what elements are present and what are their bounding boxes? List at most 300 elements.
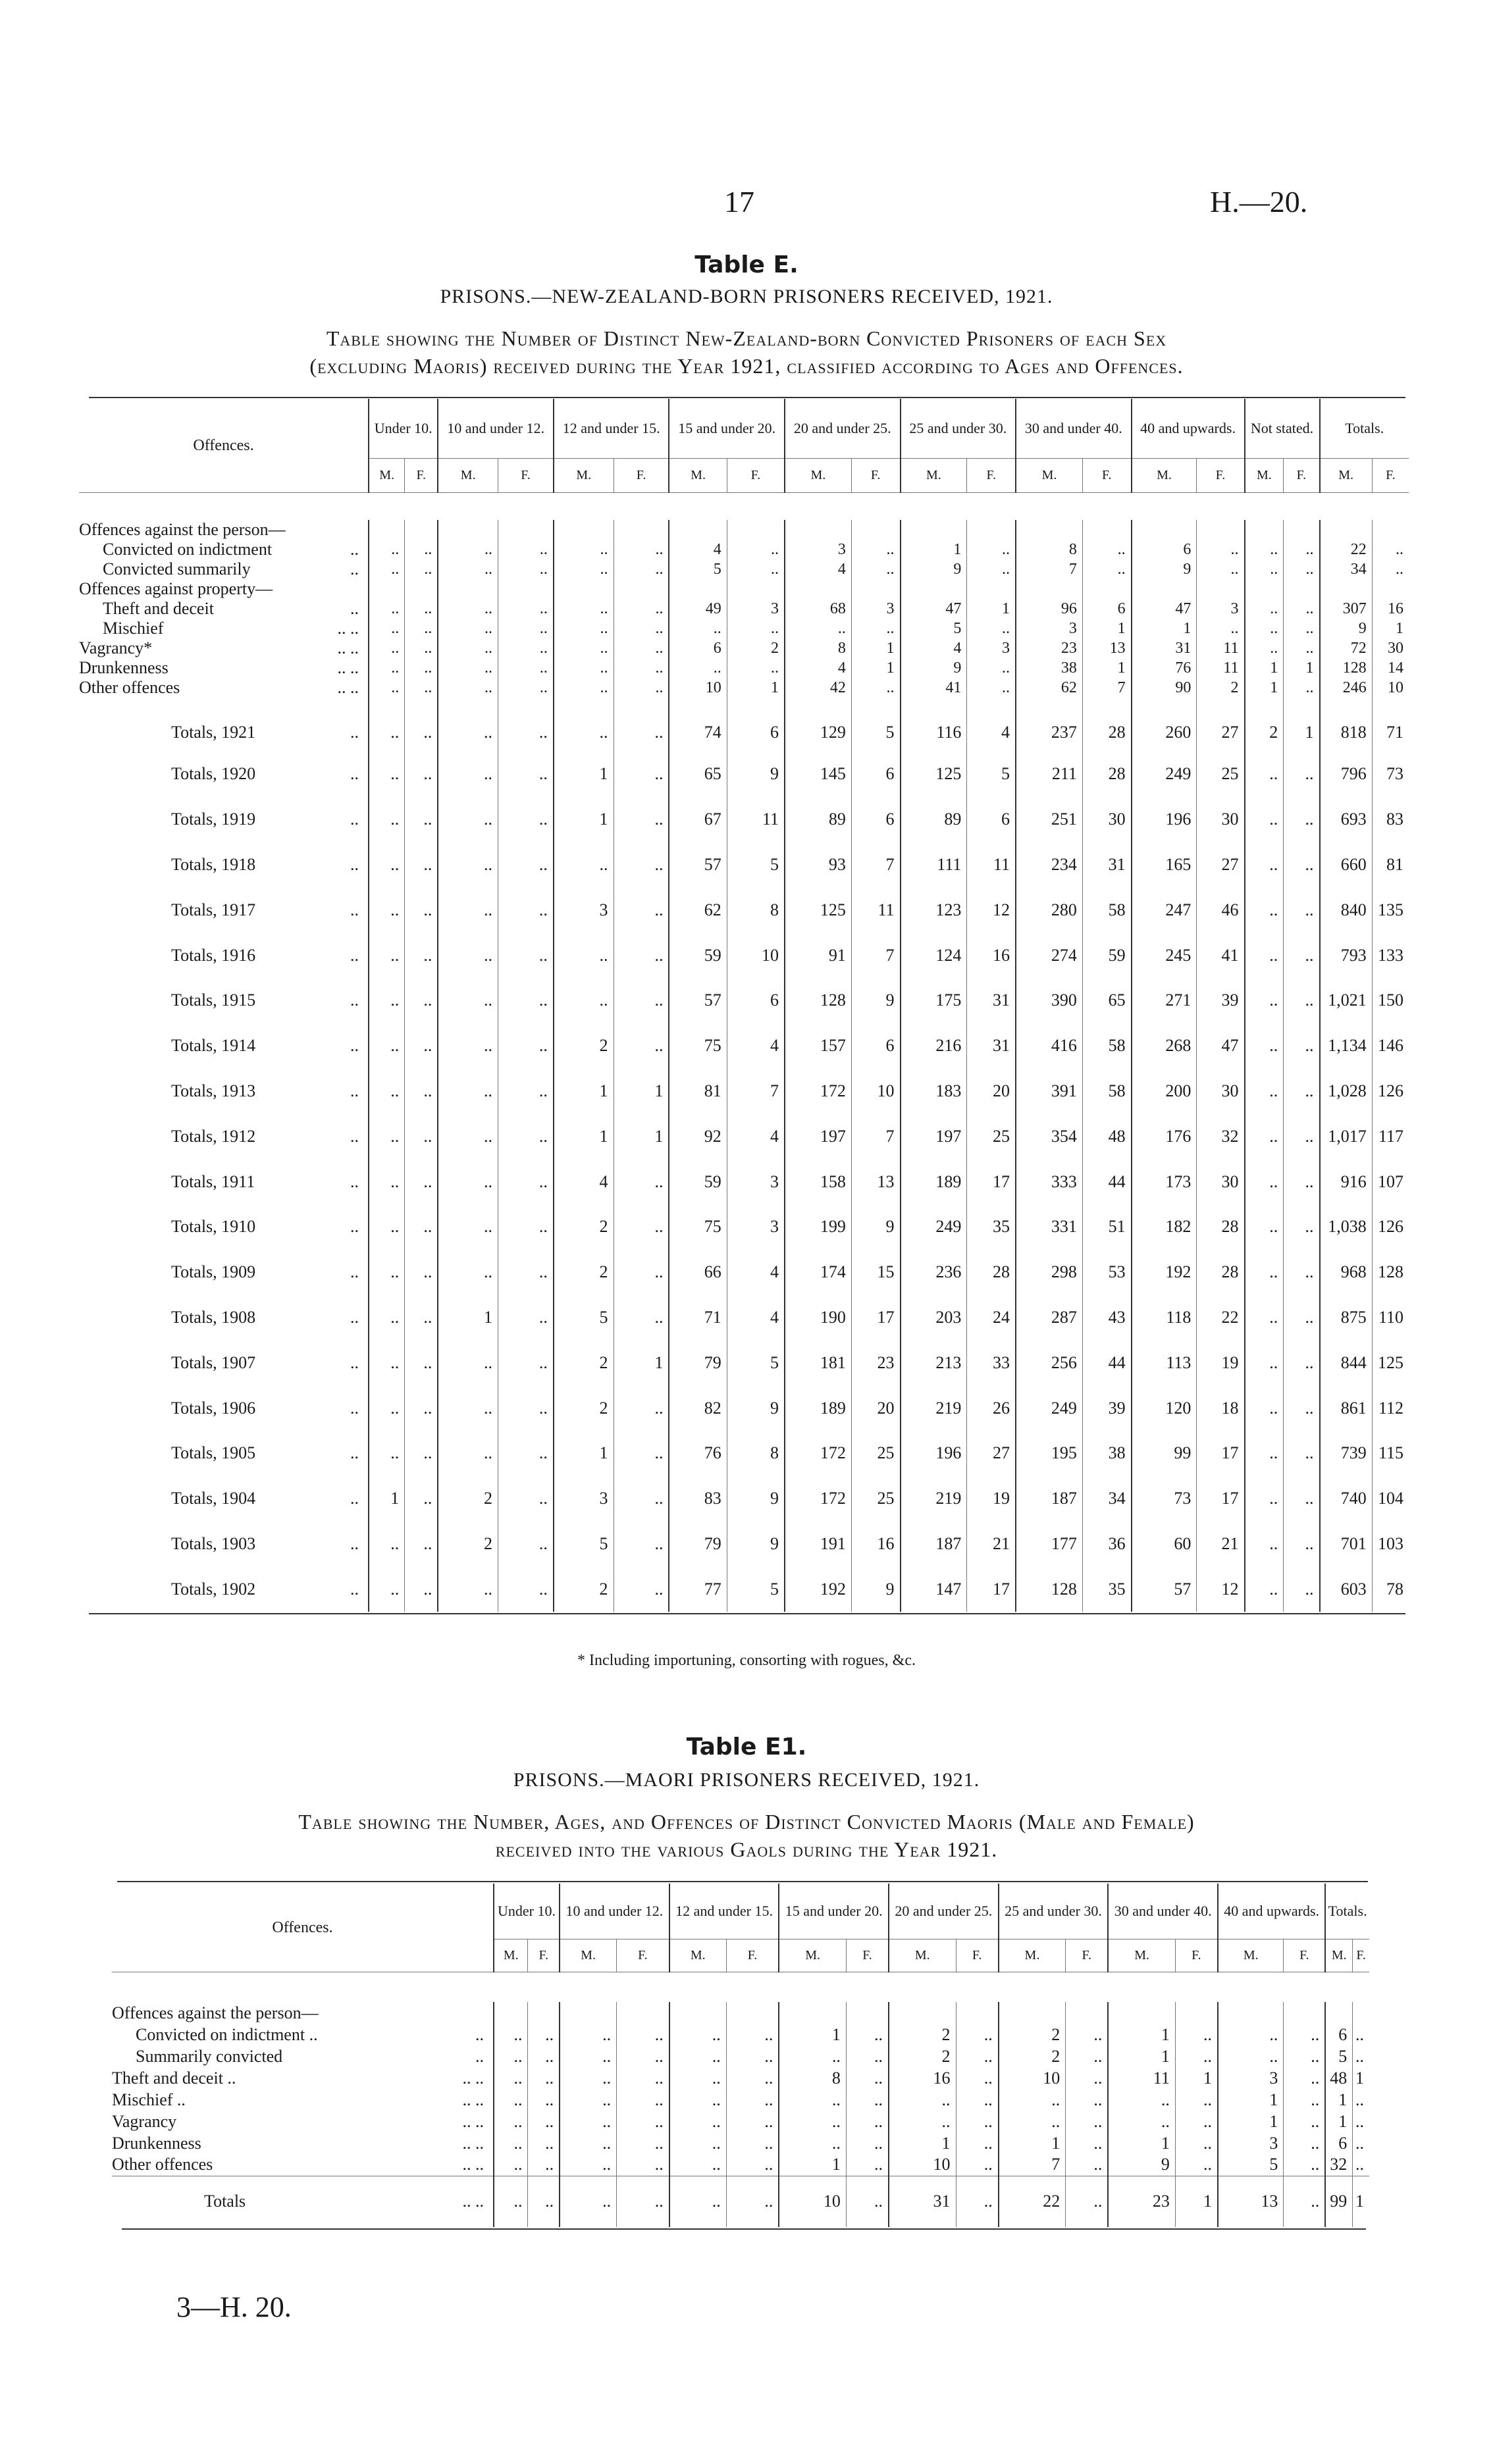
table-cell: 4 [785,658,851,678]
table-cell: 6 [851,752,900,797]
table-cell: 1 [554,1069,614,1114]
table-cell: .. [846,2132,889,2154]
table-cell: 128 [1372,1250,1409,1295]
table-cell: .. [1284,842,1320,888]
tableE1-male-header: M. [669,1939,727,1972]
table-cell: 89 [785,797,851,842]
table-cell: .. [614,698,669,752]
table-cell: 693 [1320,797,1373,842]
table-cell: 6 [1325,2024,1353,2045]
table-cell: 1 [967,599,1016,619]
table-cell: .. [1245,1069,1284,1114]
table-cell: 333 [1016,1159,1082,1204]
totals-year-row-label [79,1204,369,1250]
table-cell: 20 [967,1069,1016,1114]
totals-year-row [79,1114,1409,1159]
table-cell: 91 [785,933,851,978]
table-cell: 41 [901,678,967,698]
table-cell: 22 [999,2176,1066,2227]
row-label-text: Theft and deceit [103,599,214,618]
offence-row-label [79,599,369,619]
table-cell: .. [498,1023,554,1069]
table-cell: 3 [1016,619,1082,638]
table-cell: 93 [785,842,851,888]
table-cell: .. [405,1114,438,1159]
row-label-text: Totals, 1921 [171,723,256,742]
table-cell: 740 [1320,1476,1373,1522]
table-cell: 31 [1082,842,1131,888]
table-cell [779,2002,846,2024]
table-cell: 9 [901,658,967,678]
table-cell: .. [438,678,498,698]
table-cell: .. [846,2067,889,2089]
table-cell: 48 [1082,1114,1131,1159]
totals-year-row [79,887,1409,933]
table-cell: .. [669,2176,727,2227]
row-label-text: Totals, 1906 [171,1398,256,1418]
table-cell: .. [617,2132,669,2154]
table-cell: 192 [785,1566,851,1612]
table-cell [1132,579,1197,599]
table-cell: .. [614,1295,669,1341]
offence-row [79,599,1409,619]
table-cell: .. [967,559,1016,579]
table-cell: .. [438,658,498,678]
table-cell: 191 [785,1522,851,1567]
offence-row-label [112,2067,494,2089]
table-cell: .. [498,599,554,619]
table-cell: 7 [851,933,900,978]
row-label-text: Mischief .. [112,2090,186,2109]
table-cell: 844 [1320,1340,1373,1385]
table-cell: 62 [669,887,727,933]
table-cell: 104 [1372,1476,1409,1522]
leader-dots: .. [350,723,359,742]
table-cell: 6 [1325,2132,1353,2154]
table-cell: 2 [1245,698,1284,752]
tableE1-female-header: F. [1175,1939,1218,1972]
table-cell: .. [369,887,405,933]
leader-dots: .. .. [337,678,359,697]
table-cell: .. [1284,1385,1320,1431]
tableE-female-header: F. [614,458,669,492]
table-cell: .. [369,559,405,579]
table-cell: 1 [554,752,614,797]
table-cell: .. [1218,2024,1284,2045]
table-cell [1245,520,1284,540]
table-cell: .. [498,619,554,638]
table-cell: 1 [1108,2024,1175,2045]
tableE1-female-header: F. [726,1939,779,1972]
offence-row-label [79,579,369,599]
table-cell: 59 [669,933,727,978]
table-cell: 1 [851,658,900,678]
table-cell: 391 [1016,1069,1082,1114]
totals-year-row-label [79,1295,369,1341]
table-cell: .. [1175,2024,1218,2045]
table-cell: 2 [438,1476,498,1522]
table-cell: .. [1353,2111,1369,2132]
table-cell: .. [405,559,438,579]
table-cell: 6 [727,978,785,1023]
table-cell: 57 [669,978,727,1023]
table-cell: 3 [727,599,785,619]
offence-row-label [79,678,369,698]
table-cell: 8 [1016,540,1082,559]
table-cell: .. [494,2154,528,2176]
table-cell: 10 [999,2067,1066,2089]
table-cell: 660 [1320,842,1373,888]
table-cell: .. [1284,2154,1325,2176]
table-cell [1066,2002,1109,2024]
totals-year-row [79,1431,1409,1476]
tableE1-age-group-header: Totals. [1325,1884,1369,1939]
table-cell: .. [554,933,614,978]
table-cell: 1 [614,1069,669,1114]
table-cell: 10 [1372,678,1409,698]
table-cell: 5 [669,559,727,579]
row-label-text: Totals, 1920 [171,764,256,784]
table-cell: 249 [1016,1385,1082,1431]
table-cell: 3 [1197,599,1245,619]
table-cell: 128 [785,978,851,1023]
offence-row-label [79,520,369,540]
table-cell: .. [498,1340,554,1385]
table-cell: .. [438,1250,498,1295]
table-cell: .. [528,2154,560,2176]
table-cell: 22 [1197,1295,1245,1341]
table-cell: 6 [669,638,727,658]
table-cell: 196 [901,1431,967,1476]
table-cell: .. [846,2089,889,2111]
table-cell: .. [846,2176,889,2227]
table-cell: 71 [1372,698,1409,752]
table-cell: .. [1284,559,1320,579]
table-cell: .. [405,978,438,1023]
table-cell: 28 [967,1250,1016,1295]
table-cell: .. [1245,887,1284,933]
table-cell: 35 [1082,1566,1131,1612]
table-cell: .. [1245,933,1284,978]
totals-year-row-label [79,933,369,978]
table-e1-bottom-rule [122,2228,1366,2230]
table-cell: 1 [1245,658,1284,678]
table-cell: 21 [967,1522,1016,1567]
tableE-male-header: M. [554,458,614,492]
table-cell: .. [846,2154,889,2176]
table-cell: 27 [967,1431,1016,1476]
table-cell: .. [498,752,554,797]
row-label-text: Other offences [112,2155,213,2174]
tableE-group-header-row [79,399,1409,458]
table-cell: 123 [901,887,967,933]
offence-row-label [112,2024,494,2045]
totals-year-row-label [79,1385,369,1431]
table-cell: 256 [1016,1340,1082,1385]
table-cell: .. [498,638,554,658]
table-cell: .. [1284,599,1320,619]
leader-dots: .. [350,1081,359,1100]
table-cell [956,2002,999,2024]
table-cell: 31 [889,2176,956,2227]
table-cell: .. [1245,1476,1284,1522]
totals-year-row [79,978,1409,1023]
table-cell: .. [369,797,405,842]
table-cell: .. [498,1250,554,1295]
tableE1-male-header: M. [779,1939,846,1972]
tableE1-age-group-header: 25 and under 30. [999,1884,1109,1939]
table-cell: 1,134 [1320,1023,1373,1069]
table-cell: .. [528,2024,560,2045]
row-label-text: Drunkenness [79,658,169,677]
table-cell: .. [851,559,900,579]
table-cell: 1 [1108,2132,1175,2154]
totals-year-row [79,1476,1409,1522]
offence-row-label [79,619,369,638]
table-cell: .. [494,2067,528,2089]
table-cell: 2 [554,1250,614,1295]
table-cell: .. [554,619,614,638]
totals-year-row [79,1204,1409,1250]
table-cell: 5 [727,1340,785,1385]
table-cell: 271 [1132,978,1197,1023]
table-cell [1320,579,1373,599]
table-cell: 1 [1175,2176,1218,2227]
table-cell: 8 [785,638,851,658]
table-cell: 35 [967,1204,1016,1250]
table-cell: 2 [554,1340,614,1385]
table-cell: .. [369,638,405,658]
table-cell: .. [560,2024,617,2045]
table-cell: .. [726,2154,779,2176]
table-cell: 8 [727,1431,785,1476]
table-cell: 1 [851,638,900,658]
table-cell [1016,520,1082,540]
row-label-text: Totals, 1907 [171,1352,256,1372]
table-cell: .. [438,933,498,978]
table-cell: .. [438,1385,498,1431]
table-e1-caption-line2: received into the various Gaols during the Year 1921. [495,1837,998,1861]
table-cell: 31 [967,1023,1016,1069]
table-cell: .. [727,619,785,638]
table-cell: 4 [727,1114,785,1159]
table-cell: 9 [727,1522,785,1567]
table-cell: 65 [669,752,727,797]
table-cell: .. [405,842,438,888]
leader-dots: .. [350,559,359,578]
table-cell: 4 [669,540,727,559]
table-cell: .. [405,1295,438,1341]
row-label-text: Totals, 1910 [171,1217,256,1237]
table-cell: 145 [785,752,851,797]
table-cell: .. [369,842,405,888]
totals-year-row [79,752,1409,797]
table-cell [846,2002,889,2024]
table-cell: 1 [901,540,967,559]
page-number: 17 [724,185,754,218]
table-cell: 200 [1132,1069,1197,1114]
table-cell: .. [999,2089,1066,2111]
table-cell: .. [1197,559,1245,579]
table-cell: 10 [727,933,785,978]
table-cell: 112 [1372,1385,1409,1431]
table-cell: 268 [1132,1023,1197,1069]
table-cell [405,520,438,540]
table-cell: .. [438,1431,498,1476]
table-cell: .. [1284,2132,1325,2154]
tableE1-age-group-header: 15 and under 20. [779,1884,889,1939]
table-cell: 181 [785,1340,851,1385]
table-cell [494,2002,528,2024]
table-cell: .. [1284,1431,1320,1476]
table-cell: .. [1284,2024,1325,2045]
table-cell: .. [669,2132,727,2154]
leader-dots: .. [350,990,359,1010]
table-cell: .. [494,2045,528,2067]
table-cell: 116 [901,698,967,752]
table-cell: .. [438,1566,498,1612]
table-cell: 118 [1132,1295,1197,1341]
table-cell: 197 [901,1114,967,1159]
table-cell: .. [369,698,405,752]
table-cell: .. [528,2176,560,2227]
table-cell: .. [617,2024,669,2045]
tableE-age-group-header: Not stated. [1245,399,1320,458]
row-label-text: Vagrancy [112,2111,177,2131]
table-cell: .. [405,619,438,638]
table-cell: 96 [1016,599,1082,619]
offence-row [79,638,1409,658]
table-cell: 38 [1082,1431,1131,1476]
table-cell: .. [494,2024,528,2045]
tableE-male-header: M. [901,458,967,492]
table-cell: .. [498,678,554,698]
table-cell: .. [614,678,669,698]
table-cell: 28 [1082,698,1131,752]
row-label-text: Totals, 1912 [171,1126,256,1146]
spacer-row [79,492,1409,520]
table-cell: .. [726,2024,779,2045]
table-cell: .. [726,2111,779,2132]
table-cell: 128 [1016,1566,1082,1612]
table-cell: .. [1245,1204,1284,1250]
table-cell: 9 [1132,559,1197,579]
tableE-offences-header: Offences. [193,436,254,454]
table-cell [999,2002,1066,2024]
table-cell: 1 [1325,2111,1353,2132]
totals-year-row [79,1023,1409,1069]
table-cell: .. [1284,2067,1325,2089]
table-cell: 32 [1197,1114,1245,1159]
leader-dots: .. [350,1352,359,1372]
table-cell: .. [560,2154,617,2176]
table-cell: .. [1197,619,1245,638]
table-cell: 16 [889,2067,956,2089]
totals-year-row [79,1159,1409,1204]
tableE1-offences-header: Offences. [272,1918,333,1936]
table-cell [669,579,727,599]
offence-row-label [112,2111,494,2132]
table-cell: .. [554,658,614,678]
row-label-text: Theft and deceit .. [112,2068,236,2088]
table-cell: 6 [967,797,1016,842]
table-cell: .. [1245,619,1284,638]
table-cell: 5 [554,1295,614,1341]
table-cell: 27 [1197,698,1245,752]
table-cell: .. [405,678,438,698]
table-cell: 9 [727,1476,785,1522]
table-cell: .. [727,559,785,579]
table-cell: 249 [1132,752,1197,797]
table-cell: .. [405,933,438,978]
tableE-male-header: M. [785,458,851,492]
table-cell: 74 [669,698,727,752]
offence-row-label [79,658,369,678]
table-cell: .. [1108,2089,1175,2111]
totals-year-row-label [79,887,369,933]
table-cell: 211 [1016,752,1082,797]
table-cell: 2 [889,2024,956,2045]
table-cell: .. [614,1566,669,1612]
table-cell: 76 [669,1431,727,1476]
table-cell: 287 [1016,1295,1082,1341]
table-cell: .. [1108,2111,1175,2132]
table-cell: 58 [1082,887,1131,933]
table-cell: .. [1284,978,1320,1023]
tableE-female-header: F. [1082,458,1131,492]
tableE-age-group-header: 12 and under 15. [554,399,669,458]
table-cell: .. [1245,599,1284,619]
tableE1-age-group-header: 30 and under 40. [1108,1884,1218,1939]
table-cell: 1 [1108,2045,1175,2067]
totals-year-row-label [79,978,369,1023]
table-cell: .. [494,2089,528,2111]
table-cell: .. [1284,619,1320,638]
table-cell: 48 [1325,2067,1353,2089]
table-cell: 219 [901,1476,967,1522]
table-cell: 11 [727,797,785,842]
table-cell: .. [614,638,669,658]
table-cell: .. [1066,2176,1109,2227]
table-cell: .. [1245,1566,1284,1612]
table-cell: .. [554,978,614,1023]
table-cell: .. [438,978,498,1023]
table-cell: .. [554,638,614,658]
tableE1-male-header: M. [494,1939,528,1972]
leader-dots: .. [350,540,359,559]
table-cell: .. [785,619,851,638]
table-cell: 10 [851,1069,900,1114]
table-cell: 27 [1197,842,1245,888]
table-cell: .. [1245,540,1284,559]
tableE1-female-header: F. [1353,1939,1369,1972]
table-cell: .. [528,2111,560,2132]
table-cell: .. [727,540,785,559]
table-cell [851,579,900,599]
table-cell: 12 [967,887,1016,933]
table-cell: .. [851,619,900,638]
offence-row-label [112,2132,494,2154]
table-cell: 968 [1320,1250,1373,1295]
tableE1-age-group-header: Under 10. [494,1884,560,1939]
table-cell: .. [614,1023,669,1069]
table-cell [405,579,438,599]
table-cell [785,520,851,540]
table-cell: 60 [1132,1522,1197,1567]
table-cell: .. [726,2176,779,2227]
table-cell: 78 [1372,1566,1409,1612]
table-cell: 21 [1197,1522,1245,1567]
